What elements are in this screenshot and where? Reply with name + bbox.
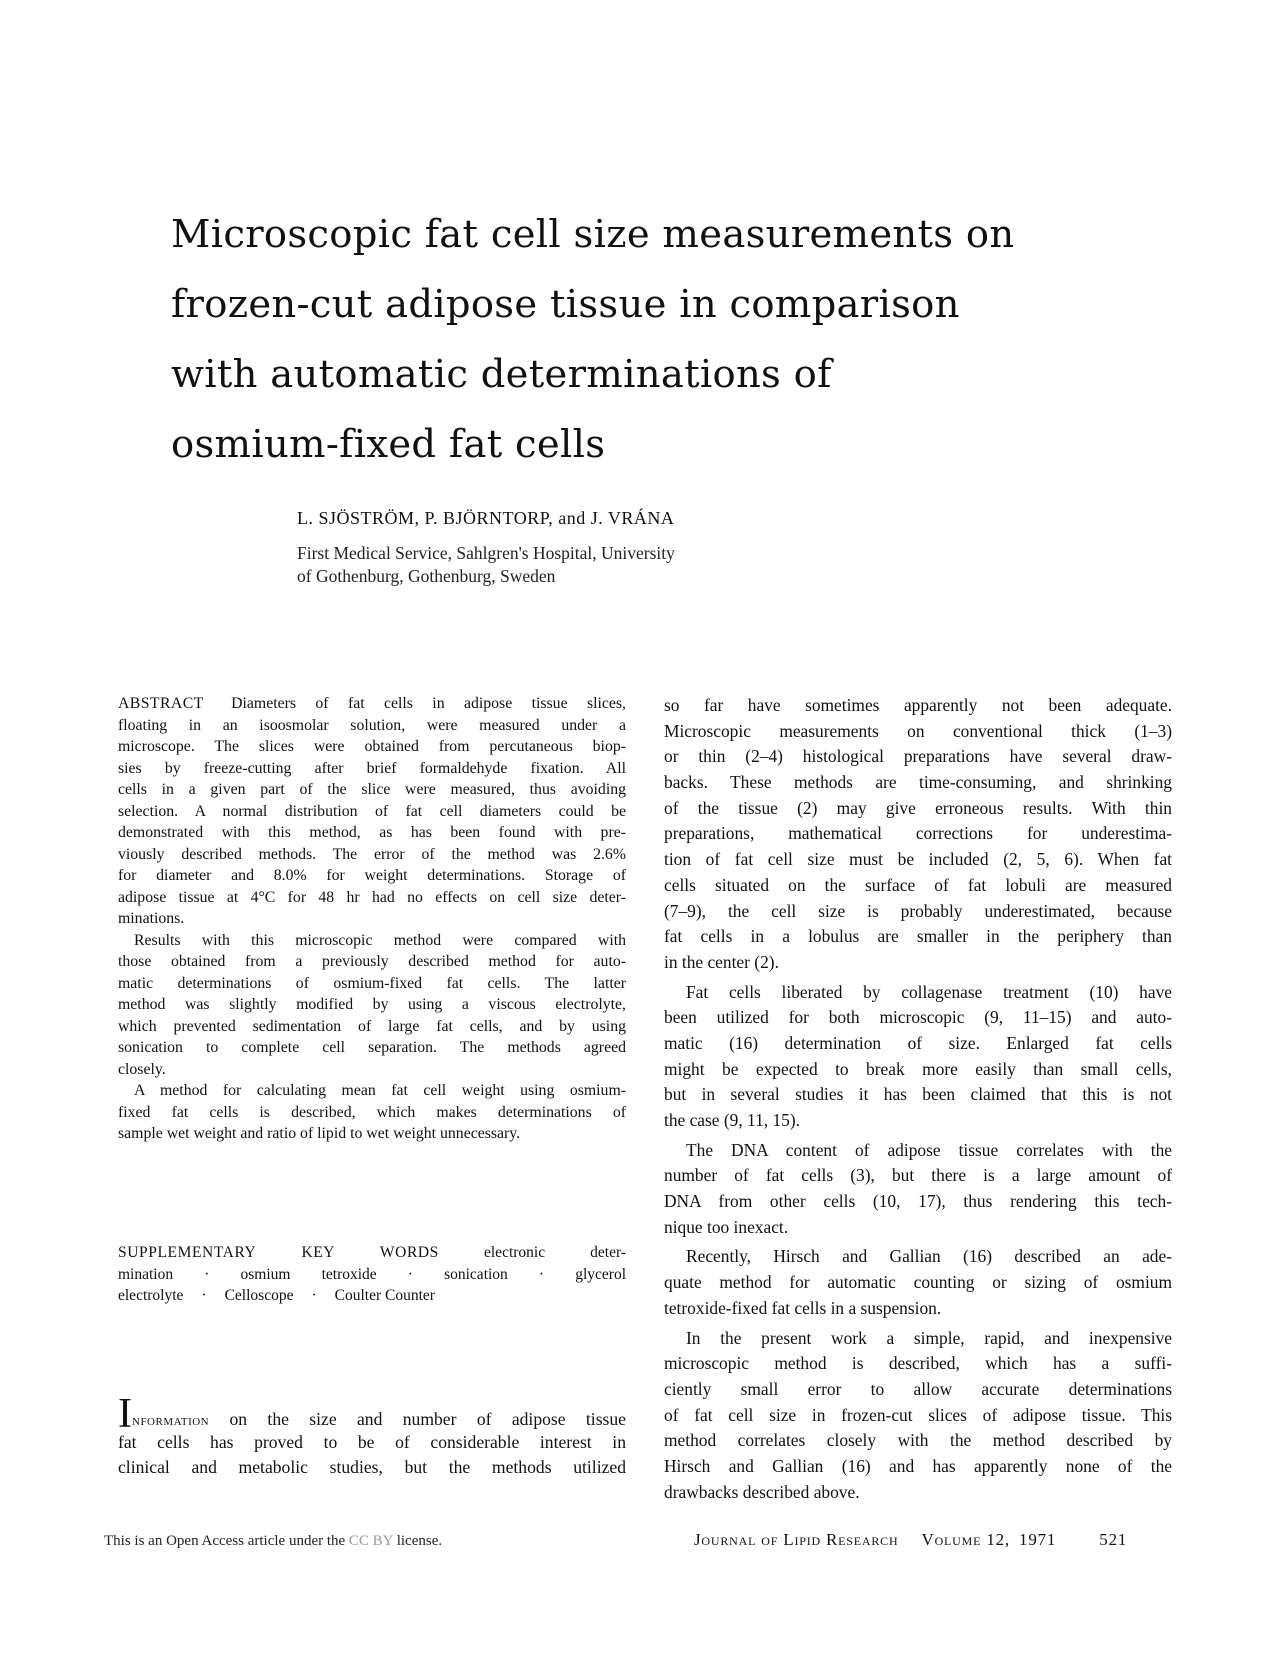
keywords-line: electrolyte · Celloscope · Coulter Counter <box>118 1287 435 1304</box>
body-line: The DNA content of adipose tissue correlates with the <box>686 1139 1172 1160</box>
keywords-heading: SUPPLEMENTARY KEY WORDS <box>118 1244 439 1261</box>
body-line: method correlates closely with the method described by <box>664 1430 1172 1451</box>
body-line: (7–9), the cell size is probably underestimated, because <box>664 900 1172 921</box>
body-line: backs. These methods are time-consuming, and shrinking <box>664 772 1172 793</box>
affiliation <box>297 542 675 588</box>
body-text-right-column <box>664 693 1172 1505</box>
abstract-line: sies by freeze-cutting after brief formaldehyde fixation. All <box>118 759 626 777</box>
body-line: nique too inexact. <box>664 1216 789 1237</box>
title-line: osmium-fixed fat cells <box>171 422 606 467</box>
volume-number: 12, <box>986 1530 1010 1549</box>
body-line: Hirsch and Gallian (16) and has apparently none of the <box>664 1455 1172 1476</box>
title-line: Microscopic fat cell size measurements on <box>171 212 1015 257</box>
keyword: sonication <box>444 1265 508 1283</box>
abstract <box>118 693 626 1145</box>
keyword: electrolyte <box>118 1287 184 1304</box>
body-line: cells situated on the surface of fat lobuli are measured <box>664 874 1172 895</box>
body-line: of fat cell size in frozen-cut slices of adipose tissue. This <box>664 1404 1172 1425</box>
abstract-line: microscope. The slices were obtained from percutaneous biop- <box>118 738 626 755</box>
abstract-line: ABSTRACT Diameters of fat cells in adipose tissue slices, <box>118 695 627 712</box>
journal-name: Journal of Lipid Research <box>694 1530 899 1549</box>
keyword: osmium tetroxide <box>240 1265 377 1283</box>
body-line: in the center (2). <box>664 951 779 972</box>
keyword: Coulter Counter <box>334 1287 435 1304</box>
keyword: Celloscope <box>224 1287 294 1304</box>
keyword: mination <box>118 1265 174 1283</box>
body-line: preparations, mathematical corrections for underestima- <box>664 823 1172 844</box>
body-line: fat cells in a lobulus are smaller in the periphery than <box>664 926 1172 947</box>
abstract-line: Results with this microscopic method were compared with <box>134 931 626 949</box>
paper-title <box>171 200 1071 480</box>
body-line: quate method for automatic counting or sizing of osmium <box>664 1272 1172 1293</box>
body-line: DNA from other cells (10, 17), thus rendering this tech- <box>664 1191 1172 1212</box>
volume-label: Volume <box>921 1530 982 1549</box>
body-line: Recently, Hirsch and Gallian (16) described an ade- <box>686 1246 1172 1267</box>
abstract-line: A method for calculating mean fat cell weight using osmium- <box>134 1082 626 1099</box>
intro-line: fat cells has proved to be of considerable interest in <box>118 1431 626 1452</box>
abstract-line: sample wet weight and ratio of lipid to wet weight unnecessary. <box>118 1125 521 1142</box>
abstract-line: those obtained from a previously described method for auto- <box>118 953 626 970</box>
body-line: tetroxide-fixed fat cells in a suspension. <box>664 1297 942 1318</box>
body-line: microscopic method is described, which has a suffi- <box>664 1353 1172 1374</box>
abstract-line: viously described methods. The error of the method was 2.6% <box>118 845 626 863</box>
body-line: drawbacks described above. <box>664 1481 860 1502</box>
body-line: been utilized for both microscopic (9, 11–15) and auto- <box>664 1007 1172 1028</box>
abstract-line: which prevented sedimentation of large fat cells, and by using <box>118 1017 626 1035</box>
abstract-line: matic determinations of osmium-fixed fat cells. The latter <box>118 974 626 992</box>
keywords-line: mination · osmium tetroxide · sonication · glycerol <box>118 1265 627 1283</box>
body-line: tion of fat cell size must be included (2, 5, 6). When fat <box>664 849 1172 870</box>
abstract-line: minations. <box>118 910 185 927</box>
license-note: This is an Open Access article under the CC BY license. <box>104 1533 443 1549</box>
keyword: glycerol <box>575 1265 627 1283</box>
abstract-line: cells in a given part of the slice were measured, thus avoiding <box>118 781 626 798</box>
drop-cap: I <box>118 1391 132 1437</box>
body-line: but in several studies it has been claimed that this is not <box>664 1084 1172 1105</box>
affiliation-line: of Gothenburg, Gothenburg, Sweden <box>297 566 556 586</box>
body-line: or thin (2–4) histological preparations have several draw- <box>664 746 1172 767</box>
page-number: 521 <box>1099 1530 1128 1549</box>
abstract-line: floating in an isoosmolar solution, were measured under a <box>118 716 626 734</box>
year: 1971 <box>1019 1530 1057 1549</box>
abstract-heading: ABSTRACT <box>118 695 204 712</box>
title-line: frozen-cut adipose tissue in comparison <box>171 282 960 327</box>
abstract-line: demonstrated with this method, as has been found with pre- <box>118 824 626 841</box>
title-line: with automatic determinations of <box>171 352 832 397</box>
body-line: might be expected to break more easily than small cells, <box>664 1058 1172 1079</box>
keywords-line: SUPPLEMENTARY KEY WORDS electronic deter- <box>118 1244 627 1261</box>
abstract-line: closely. <box>118 1060 166 1078</box>
affiliation-line: First Medical Service, Sahlgren's Hospital, University <box>297 543 675 563</box>
introduction <box>118 1391 626 1481</box>
abstract-line: sonication to complete cell separation. The methods agreed <box>118 1039 626 1056</box>
body-line: so far have sometimes apparently not been adequate. <box>664 695 1172 715</box>
body-line: Microscopic measurements on conventional thick (1–3) <box>664 720 1172 741</box>
abstract-line: selection. A normal distribution of fat cell diameters could be <box>118 802 626 820</box>
body-line: of the tissue (2) may give erroneous results. With thin <box>664 797 1172 818</box>
intro-line: clinical and metabolic studies, but the methods utilized <box>118 1457 626 1478</box>
body-line: number of fat cells (3), but there is a large amount of <box>664 1165 1172 1186</box>
body-line: ciently small error to allow accurate determinations <box>664 1378 1172 1399</box>
body-line: the case (9, 11, 15). <box>664 1110 801 1130</box>
journal-footer <box>694 1530 1127 1550</box>
intro-line: Information on the size and number of adipose tissue <box>118 1391 626 1437</box>
abstract-line: method was slightly modified by using a viscous electrolyte, <box>118 996 626 1013</box>
abstract-line: for diameter and 8.0% for weight determinations. Storage of <box>118 867 626 884</box>
abstract-line: adipose tissue at 4°C for 48 hr had no effects on cell size deter- <box>118 888 626 906</box>
key-words <box>118 1242 626 1307</box>
cc-by-link[interactable]: CC BY <box>348 1533 393 1549</box>
body-line: In the present work a simple, rapid, and inexpensive <box>686 1327 1172 1348</box>
abstract-line: fixed fat cells is described, which makes determinations of <box>118 1103 626 1121</box>
body-line: Fat cells liberated by collagenase treatment (10) have <box>686 981 1172 1002</box>
body-line: matic (16) determination of size. Enlarged fat cells <box>664 1032 1172 1053</box>
author-list: L. SJÖSTRÖM, P. BJÖRNTORP, and J. VRÁNA <box>297 508 675 528</box>
